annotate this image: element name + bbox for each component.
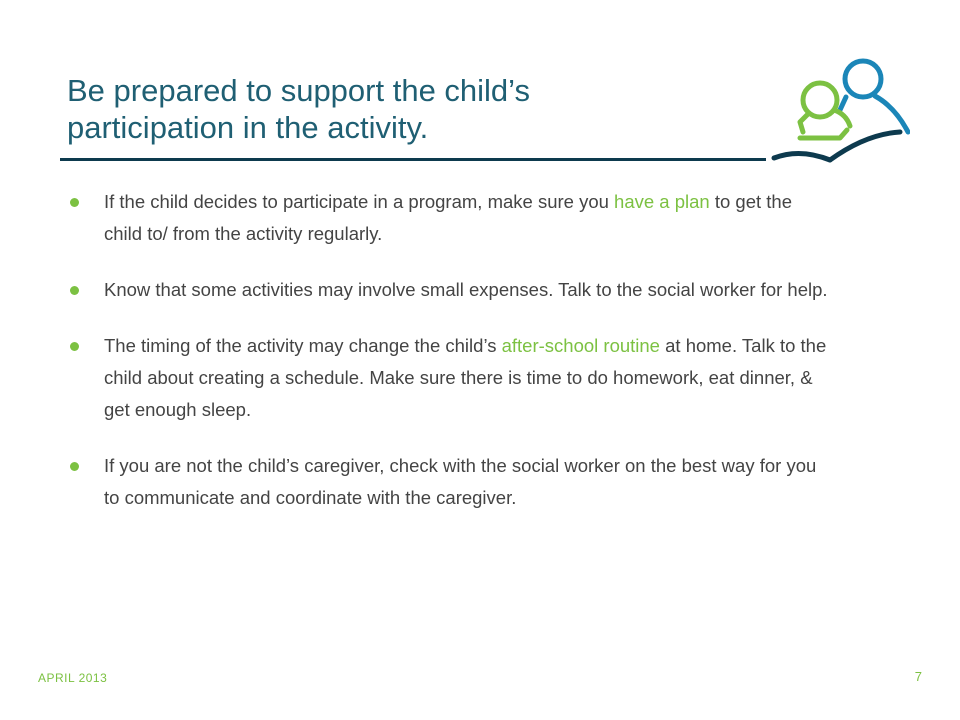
bullet-list bbox=[70, 186, 830, 538]
bullet-text: If you are not the child’s caregiver, check with the social worker on the best way for you to communicate and coordinate with the caregiver. bbox=[104, 455, 817, 508]
bullet-item bbox=[70, 450, 830, 514]
family-logo-icon bbox=[770, 52, 910, 167]
bullet-text: The timing of the activity may change the child’s bbox=[104, 335, 502, 356]
bullet-dot-icon bbox=[70, 342, 79, 351]
slide-title-line-1: Be prepared to support the child’s bbox=[67, 73, 531, 108]
bullet-dot-icon bbox=[70, 198, 79, 207]
title-divider bbox=[60, 158, 766, 161]
bullet-dot-icon bbox=[70, 462, 79, 471]
bullet-text: at home. Talk to the child about creating a schedule. Make sure there is time to do homework, eat dinner, & get enough sleep. bbox=[104, 335, 827, 420]
highlighted-text: have a plan bbox=[614, 191, 710, 212]
slide-title bbox=[67, 72, 707, 146]
footer-date: APRIL 2013 bbox=[38, 671, 108, 685]
bullet-item bbox=[70, 330, 830, 426]
bullet-text: Know that some activities may involve small expenses. Talk to the social worker for help. bbox=[104, 279, 828, 300]
bullet-text: to get the child to/ from the activity regularly. bbox=[104, 191, 793, 244]
page-number: 7 bbox=[914, 669, 922, 684]
slide-title-line-2: participation in the activity. bbox=[67, 110, 429, 145]
bullet-item bbox=[70, 186, 830, 250]
bullet-dot-icon bbox=[70, 286, 79, 295]
bullet-item bbox=[70, 274, 830, 306]
highlighted-text: after-school routine bbox=[501, 335, 660, 356]
bullet-text: If the child decides to participate in a program, make sure you bbox=[104, 191, 615, 212]
